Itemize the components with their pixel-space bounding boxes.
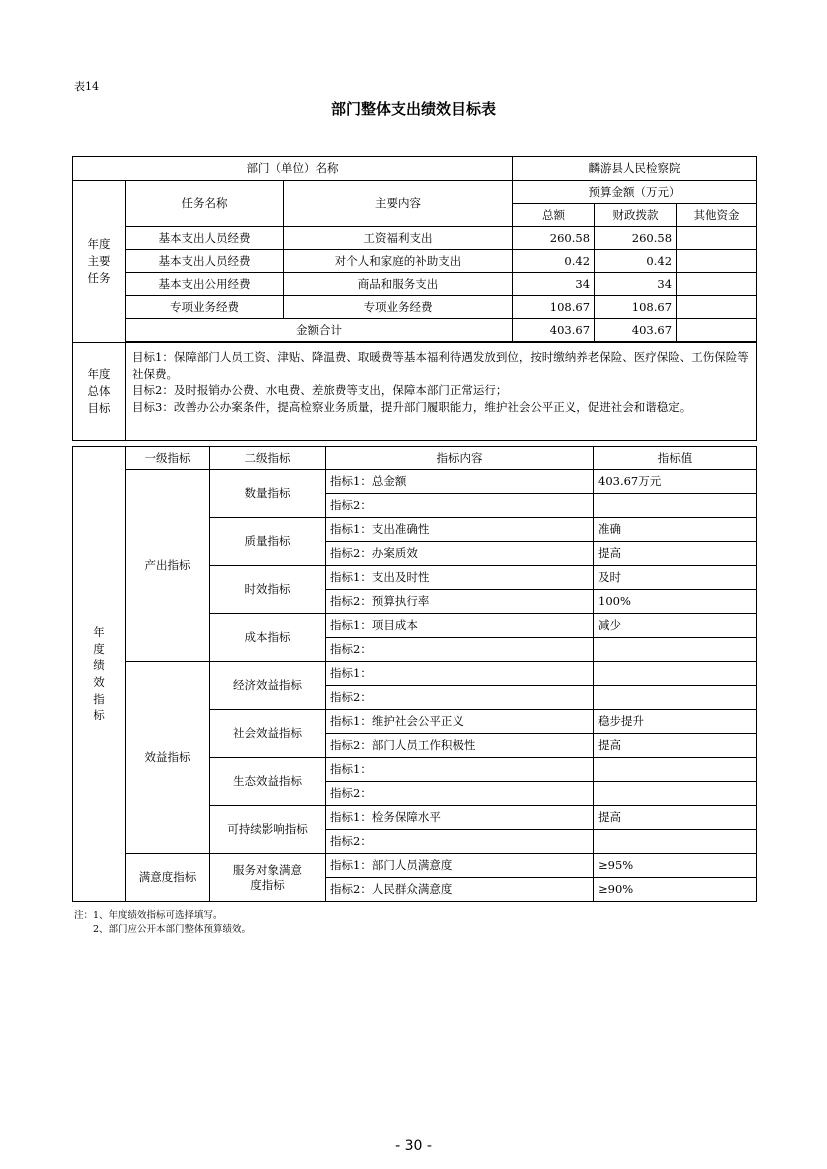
indicator-value	[594, 494, 757, 518]
page-title: 部门整体支出绩效目标表	[330, 100, 496, 118]
fiscal-header: 财政拨款	[595, 204, 677, 227]
sum-fiscal: 403.67	[595, 319, 677, 342]
task-name: 基本支出人员经费	[126, 227, 284, 250]
task-other	[677, 296, 757, 319]
indicator-value: 稳步提升	[594, 710, 757, 734]
indicator-value: 及时	[594, 566, 757, 590]
footnote: 注：1、年度绩效指标可选择填写。	[74, 910, 223, 921]
indicator-content: 指标1：支出及时性	[326, 566, 594, 590]
level2-service-satisfaction: 服务对象满意度指标	[210, 854, 326, 902]
footnote: 2、部门应公开本部门整体预算绩效。	[93, 923, 252, 935]
indicator-content: 指标1：总金额	[326, 470, 594, 494]
level1-satisfaction: 满意度指标	[126, 854, 210, 902]
tasks-section-label	[73, 181, 126, 343]
indicator-content: 指标2：部门人员工作积极性	[326, 734, 594, 758]
task-name-header: 任务名称	[126, 181, 284, 227]
task-row	[73, 250, 757, 273]
task-total: 260.58	[513, 227, 595, 250]
indicator-content: 指标2：办案质效	[326, 542, 594, 566]
goals-text	[126, 343, 757, 441]
level2-social: 社会效益指标	[210, 710, 326, 758]
sum-row	[73, 319, 757, 342]
indicator-content: 指标1：项目成本	[326, 614, 594, 638]
goal-line: 目标3：改善办公办案条件，提高检察业务质量，提升部门履职能力，维护社会公平正义，促进社会和谐稳定。	[132, 400, 692, 415]
indicator-content: 指标1：维护社会公平正义	[326, 710, 594, 734]
indicators-section-text: 年度绩效指标	[93, 624, 105, 723]
footnotes	[74, 909, 251, 937]
indicator-content: 指标1：支出准确性	[326, 518, 594, 542]
value-header: 指标值	[594, 447, 757, 470]
level1-benefit: 效益指标	[126, 662, 210, 854]
task-row	[73, 296, 757, 319]
task-row	[73, 227, 757, 250]
task-row	[73, 273, 757, 296]
task-total: 108.67	[513, 296, 595, 319]
indicator-value: 提高	[594, 734, 757, 758]
indicator-content: 指标2：人民群众满意度	[326, 878, 594, 902]
form-number: 表14	[74, 80, 99, 93]
task-total: 0.42	[513, 250, 595, 273]
indicator-content: 指标2：	[326, 830, 594, 854]
task-name: 基本支出人员经费	[126, 250, 284, 273]
goal-line: 目标1：保障部门人员工资、津贴、降温费、取暖费等基本福利待遇发放到位，按时缴纳养老保险、医疗保险、工伤保险等社保费。	[132, 350, 749, 381]
indicator-value	[594, 686, 757, 710]
level1-output: 产出指标	[126, 470, 210, 662]
indicator-value: 提高	[594, 542, 757, 566]
indicator-value	[594, 758, 757, 782]
indicator-value	[594, 662, 757, 686]
task-other	[677, 250, 757, 273]
indicator-content: 指标1：部门人员满意度	[326, 854, 594, 878]
indicator-value: ≥90%	[594, 878, 757, 902]
indicator-content: 指标2：	[326, 494, 594, 518]
tasks-section-text: 年度主要任务	[87, 237, 111, 285]
sum-other	[677, 319, 757, 342]
total-header: 总额	[513, 204, 595, 227]
goal-line: 目标2：及时报销办公费、水电费、差旅费等支出，保障本部门正常运行；	[132, 383, 508, 398]
task-other	[677, 273, 757, 296]
task-content: 商品和服务支出	[284, 273, 513, 296]
indicator-content: 指标2：	[326, 686, 594, 710]
task-name: 专项业务经费	[126, 296, 284, 319]
indicators-section-label	[73, 447, 126, 902]
dept-value: 麟游县人民检察院	[513, 157, 757, 181]
level2-cost: 成本指标	[210, 614, 326, 662]
indicator-value: ≥95%	[594, 854, 757, 878]
indicator-value: 准确	[594, 518, 757, 542]
sum-label: 金额合计	[126, 319, 513, 342]
indicator-content: 指标2：	[326, 782, 594, 806]
task-name: 基本支出公用经费	[126, 273, 284, 296]
indicator-content: 指标2：	[326, 638, 594, 662]
indicator-content: 指标1：检务保障水平	[326, 806, 594, 830]
level2-ecological: 生态效益指标	[210, 758, 326, 806]
dept-label: 部门（单位）名称	[73, 157, 513, 181]
task-content: 工资福利支出	[284, 227, 513, 250]
other-header: 其他资金	[677, 204, 757, 227]
indicator-value: 403.67万元	[594, 470, 757, 494]
indicator-content: 指标1：	[326, 758, 594, 782]
level2-quantity: 数量指标	[210, 470, 326, 518]
level1-header: 一级指标	[126, 447, 210, 470]
sum-total: 403.67	[513, 319, 595, 342]
level2-quality: 质量指标	[210, 518, 326, 566]
indicator-value: 100%	[594, 590, 757, 614]
indicator-value: 提高	[594, 806, 757, 830]
task-fiscal: 260.58	[595, 227, 677, 250]
indicator-content: 指标1：	[326, 662, 594, 686]
goals-section-label	[73, 343, 126, 441]
page-number: - 30 -	[395, 1138, 432, 1154]
indicator-content: 指标2：预算执行率	[326, 590, 594, 614]
task-fiscal: 0.42	[595, 250, 677, 273]
task-fiscal: 34	[595, 273, 677, 296]
task-content-header: 主要内容	[284, 181, 513, 227]
indicator-value: 减少	[594, 614, 757, 638]
task-content: 对个人和家庭的补助支出	[284, 250, 513, 273]
task-content: 专项业务经费	[284, 296, 513, 319]
level2-sustainable: 可持续影响指标	[210, 806, 326, 854]
level2-header: 二级指标	[210, 447, 326, 470]
task-fiscal: 108.67	[595, 296, 677, 319]
indicator-value	[594, 638, 757, 662]
content-header: 指标内容	[326, 447, 594, 470]
indicator-table	[72, 446, 757, 902]
budget-header: 预算金额（万元）	[513, 181, 757, 204]
indicator-value	[594, 830, 757, 854]
goals-section-text: 年度总体目标	[87, 367, 111, 415]
level2-economic: 经济效益指标	[210, 662, 326, 710]
budget-task-table	[72, 156, 757, 441]
task-total: 34	[513, 273, 595, 296]
indicator-value	[594, 782, 757, 806]
level2-timeliness: 时效指标	[210, 566, 326, 614]
task-other	[677, 227, 757, 250]
